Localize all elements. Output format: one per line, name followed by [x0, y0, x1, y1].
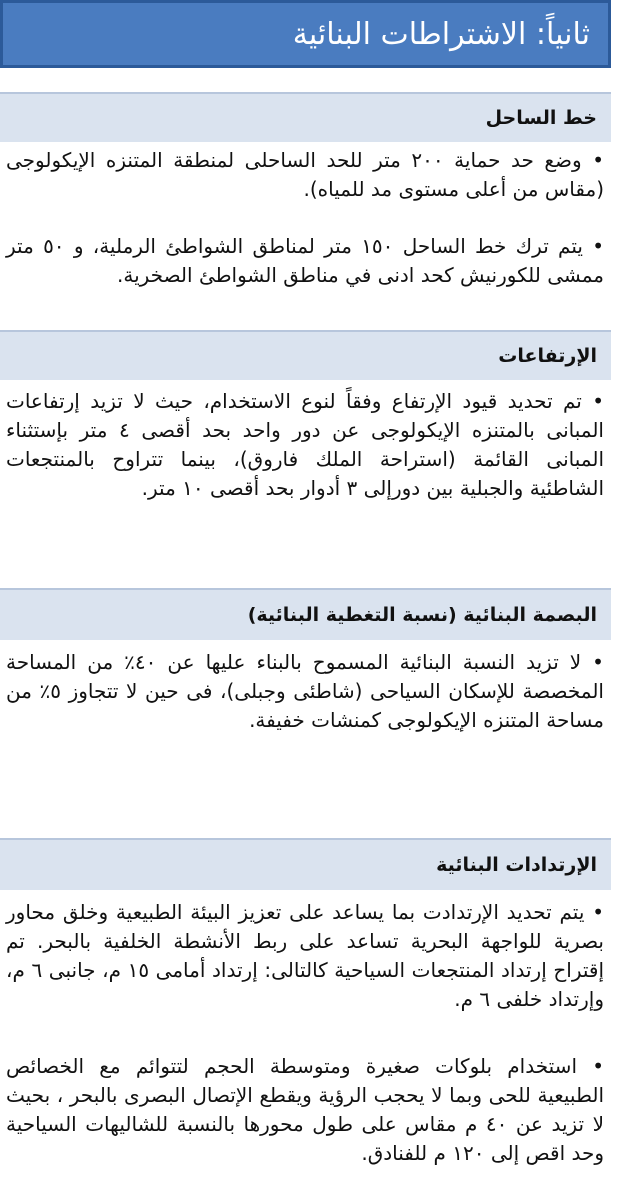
section-title: الإرتفاعات [498, 345, 597, 367]
page-banner [0, 0, 611, 68]
paragraph-setbacks: • يتم تحديد الإرتدادت بما يساعد على تعزيز البيئة الطبيعية وخلق محاور بصرية للواجهة البحرية تساعد على ربط الأنشطة الخلفية بالبحر. تم إقتراح إرتداد المنتجعات السياحية كالتالى: إرتداد أمامى ١٥ م، جانبى ٦ م، وإرتداد خلفى ٦ م. [6, 900, 605, 1011]
paragraph-footprint: • لا تزيد النسبة البنائية المسموح بالبناء عليها عن ٤٠٪ من المساحة المخصصة للإسكان السياحى (شاطئى وجبلى)، فى حين لا تتجاوز ٥٪ من مساحة المتنزه الإيكولوجى كمنشات خفيفة. [6, 650, 604, 732]
section-title: خط الساحل [485, 107, 597, 129]
section-header-coastline [0, 92, 611, 142]
paragraph-blocks: • استخدام بلوكات صغيرة ومتوسطة الحجم لتتوائم مع الخصائص الطبيعية للحى وبما لا يحجب الرؤية ويقطع الإتصال البصرى بالبحر ، بحيث لا تزيد عن ٤٠ م مقاس على طول محورها بالنسبة للشاليهات السياحية وحد اقص إلى ١٢٠ م للفنادق. [6, 1054, 605, 1165]
section-header-setbacks [0, 838, 611, 890]
page-title: ثانياً: الاشتراطات البنائية [292, 16, 590, 52]
section-title: الإرتدادات البنائية [436, 854, 597, 876]
section-header-footprint [0, 588, 611, 640]
section-header-heights [0, 330, 611, 380]
section-title: البصمة البنائية (نسبة التغطية البنائية) [247, 604, 597, 626]
paragraph-heights: • تم تحديد قيود الإرتفاع وفقاً لنوع الاستخدام، حيث لا تزيد إرتفاعات المبانى بالمتنزه الإيكولوجى عن دور واحد بحد أقصى ٤ متر بإستثناء المبانى القائمة (استراحة الملك فاروق)، بينما تتراوح بالمنتجعات الشاطئية والجبلية بين دورإلى ٣ أدوار بحد أقصى ١٠ متر. [6, 389, 604, 500]
paragraph-coastline-setback: • يتم ترك خط الساحل ١٥٠ متر لمناطق الشواطئ الرملية، و ٥٠ متر ممشى للكورنيش كحد ادنى في مناطق الشواطئ الصخرية. [6, 234, 605, 287]
paragraph-coastline-protection: • وضع حد حماية ٢٠٠ متر للحد الساحلى لمنطقة المتنزه الإيكولوجى (مقاس من أعلى مستوى مد للمياه). [6, 148, 604, 201]
